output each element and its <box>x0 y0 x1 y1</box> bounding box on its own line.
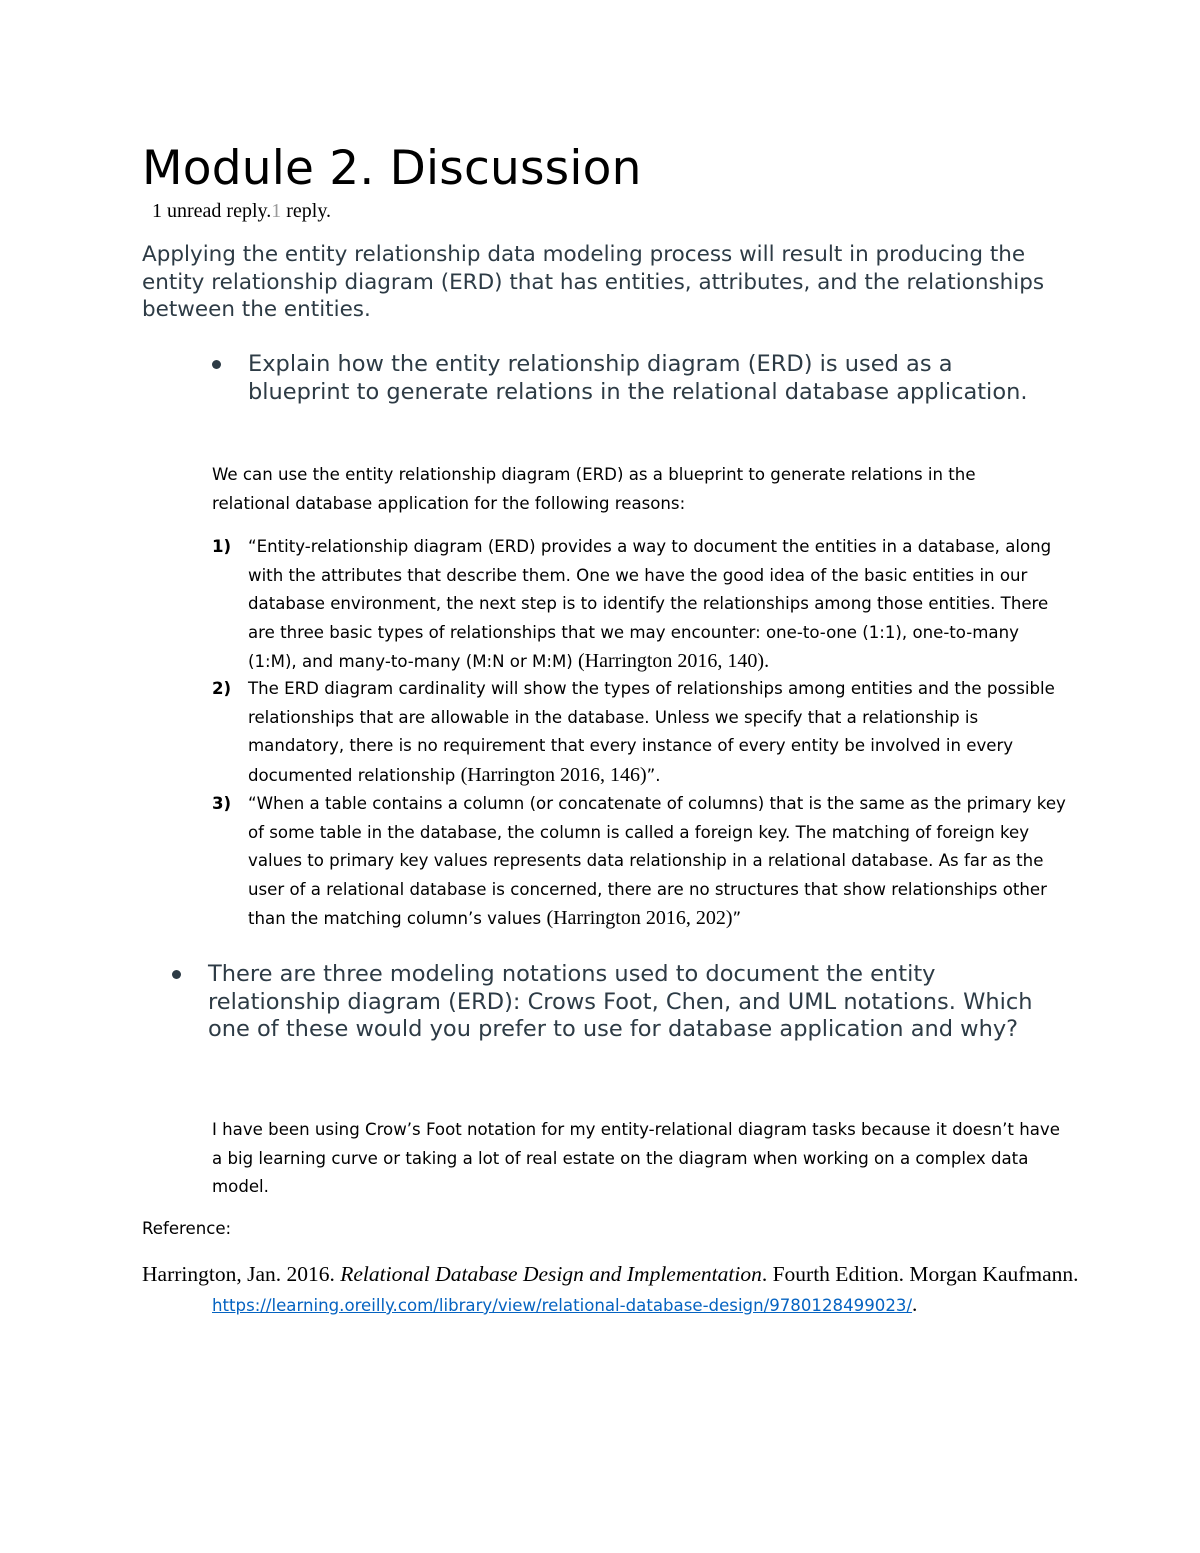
question-2: There are three modeling notations used to document the entity relationship diagram (ERD): Crows Foot, Chen, and UML notations. Which one of these would you prefer to use for database application and why? <box>208 961 1033 1042</box>
reference-edition: . Fourth Edition. Morgan Kaufmann. <box>761 1262 1079 1286</box>
list-item-number: 3) <box>212 794 232 813</box>
list-item-tail: ”. <box>646 765 661 785</box>
citation: (Harrington 2016, 140). <box>578 650 770 673</box>
reference-end: . <box>912 1292 918 1316</box>
list-item-text: “When a table contains a column (or concatenate of columns) that is the same as the primary key of some table in the database, the column is called a foreign key. The matching of foreign key values to primary key values represents data relationship in a relational database. As far as the user of a relational database is concerned, there are no structures that show relationships other than the matching column’s values <box>248 794 1066 929</box>
list-item-text: “Entity-relationship diagram (ERD) provides a way to document the entities in a database, along with the attributes that describe them. One we have the good idea of the basic entities in our database environment, the next step is to identify the relationships among those entities. There are three basic types of relationships that we may encounter: one-to-one (1:1), one-to-many (1:M), and many-to-many (M:N or M:M) <box>248 537 1052 672</box>
answer-2: I have been using Crow’s Foot notation for my entity-relational diagram tasks because it doesn’t have a big learning curve or taking a lot of real estate on the diagram when working on a complex data model. <box>212 1120 1060 1197</box>
reference-book-title: Relational Database Design and Implementation <box>340 1262 762 1286</box>
list-item <box>248 675 1068 790</box>
reference-authors: Harrington, Jan. 2016. <box>142 1262 341 1286</box>
list-item-number: 1) <box>212 537 232 556</box>
unread-replies[interactable]: 1 unread reply. <box>152 200 272 222</box>
list-item <box>248 790 1068 934</box>
reply-count <box>152 198 331 224</box>
citation: (Harrington 2016, 202) <box>546 907 733 930</box>
list-item-tail: ” <box>732 909 742 929</box>
list-item-number: 2) <box>212 679 232 698</box>
question-1: Explain how the entity relationship diagram (ERD) is used as a blueprint to generate relations in the relational database application. <box>248 351 1028 405</box>
bullet-icon <box>172 970 181 979</box>
discussion-prompt: Applying the entity relationship data modeling process will result in producing the entity relationship diagram (ERD) that has entities, attributes, and the relationships between the entities. <box>142 242 1045 322</box>
list-item <box>248 533 1068 677</box>
list-item-text: The ERD diagram cardinality will show the types of relationships among entities and the possible relationships that are allowable in the database. Unless we specify that a relationship is mandatory, there is no requirement that every instance of every entity be involved in every documented relationship <box>248 679 1055 785</box>
total-replies[interactable]: reply. <box>281 200 332 222</box>
citation: (Harrington 2016, 146) <box>460 763 647 786</box>
answer-1-lead: We can use the entity relationship diagram (ERD) as a blueprint to generate relations in the relational database application for the following reasons: <box>212 465 976 513</box>
reply-count-number: 1 <box>271 200 282 222</box>
bullet-icon <box>212 360 221 369</box>
page-title: Module 2. Discussion <box>142 141 642 196</box>
reference-heading: Reference: <box>142 1219 232 1238</box>
reference-entry <box>142 1259 1132 1321</box>
reference-link[interactable]: https://learning.oreilly.com/library/view/relational-database-design/9780128499023/ <box>212 1296 913 1315</box>
